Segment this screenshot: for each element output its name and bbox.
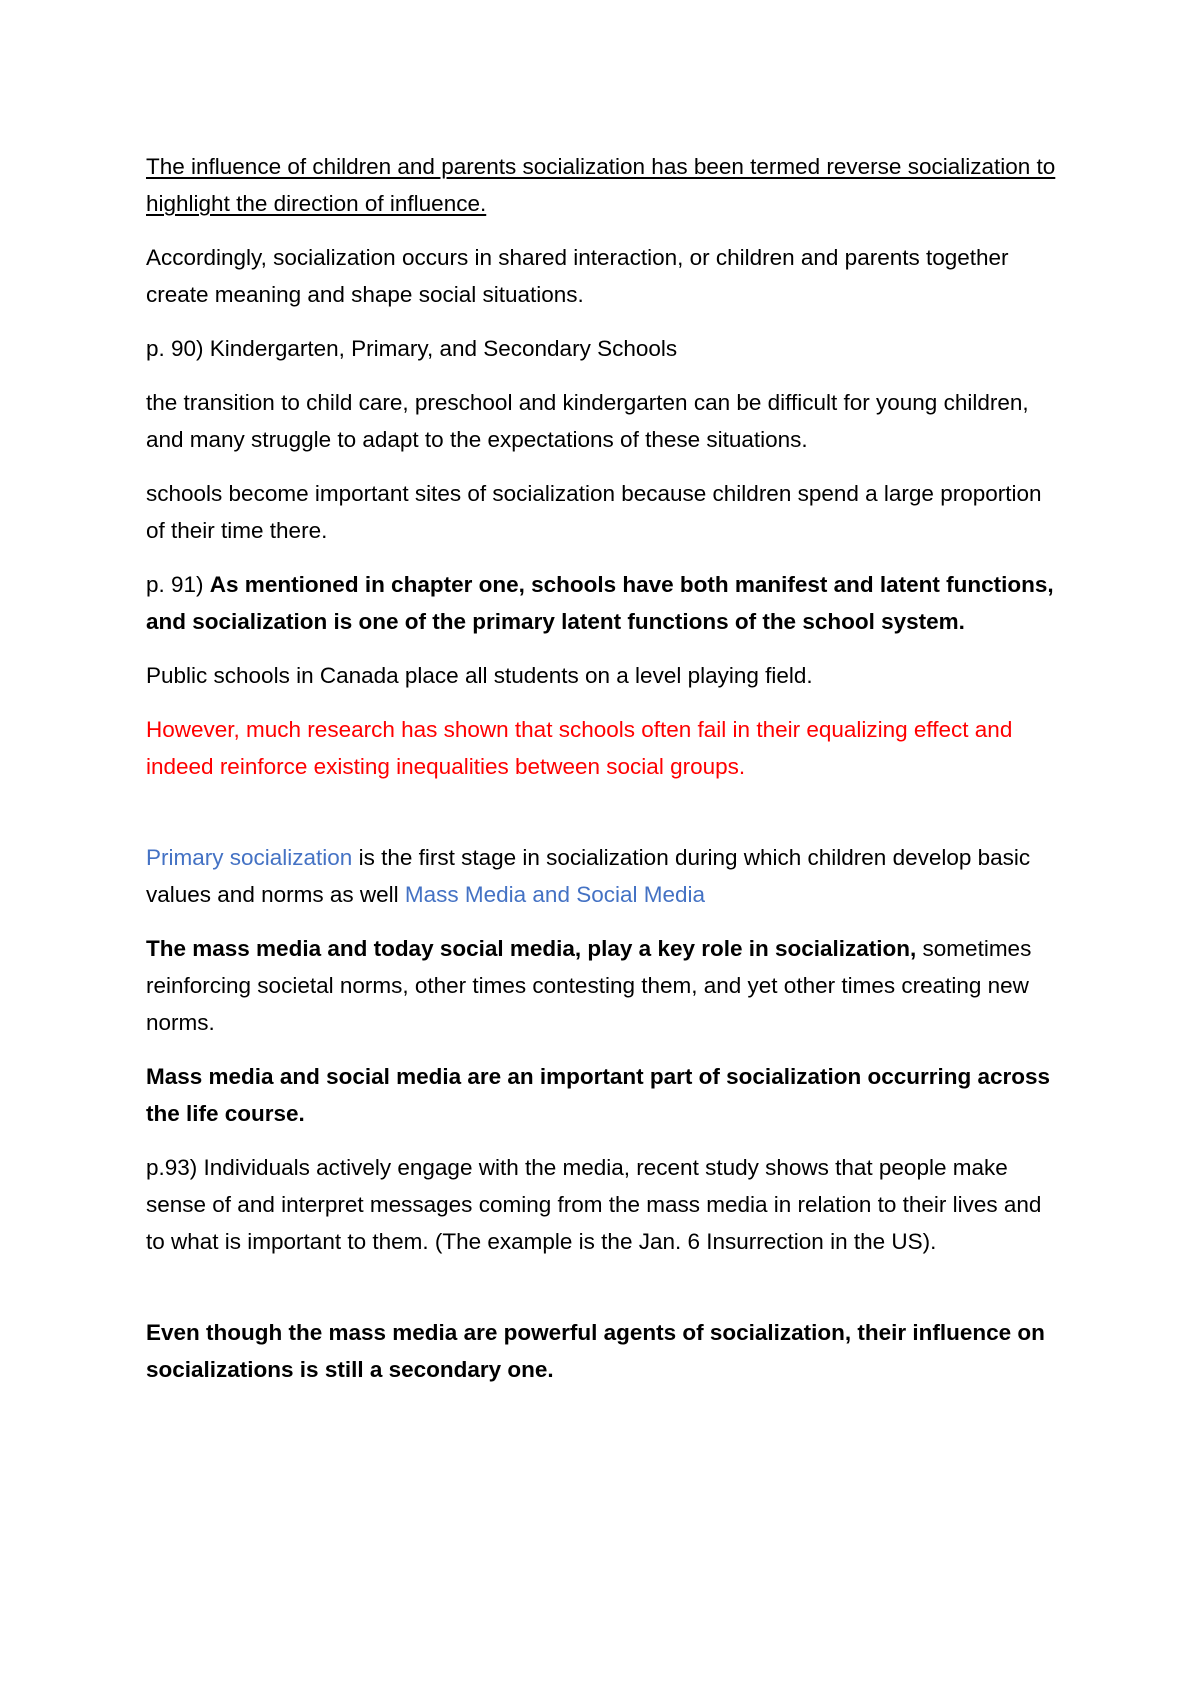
page-reference: p. 91) <box>146 572 210 597</box>
paragraph-public-schools: Public schools in Canada place all students on a level playing field. <box>146 663 813 688</box>
paragraph-latent-functions <box>146 566 1066 640</box>
media-key-role-bold: The mass media and today social media, play a key role in socialization, <box>146 936 917 961</box>
paragraph-schools-sites: schools become important sites of socialization because children spend a large proportion of their time there. <box>146 481 1042 543</box>
mass-media-link[interactable]: Mass Media and Social Media <box>404 882 706 907</box>
media-key-role-text: sometimes reinforcing societal norms, other times contesting them, and yet other times creating new norms. <box>146 936 1032 1035</box>
latent-functions-text: As mentioned in chapter one, schools have both manifest and latent functions, and socialization is one of the primary latent functions of the school system. <box>146 572 1054 634</box>
primary-socialization-text: is the first stage in socialization during which children develop basic values and norms as well <box>146 845 1031 907</box>
paragraph-reverse-socialization: The influence of children and parents socialization has been termed reverse socialization to highlight the direction of influence. <box>146 154 1056 216</box>
paragraph-media-key-role <box>146 930 1066 1041</box>
paragraph-transition: the transition to child care, preschool and kindergarten can be difficult for young children, and many struggle to adapt to the expectations of these situations. <box>146 390 1029 452</box>
paragraph-inequalities-highlight: However, much research has shown that schools often fail in their equalizing effect and indeed reinforce existing inequalities between social groups. <box>146 717 1013 779</box>
section-heading-schools: p. 90) Kindergarten, Primary, and Secondary Schools <box>146 336 678 361</box>
primary-socialization-link[interactable]: Primary socialization <box>146 845 353 870</box>
paragraph-shared-interaction: Accordingly, socialization occurs in shared interaction, or children and parents together create meaning and shape social situations. <box>146 245 1009 307</box>
paragraph-secondary-influence: Even though the mass media are powerful agents of socialization, their influence on socializations is still a secondary one. <box>146 1320 1045 1382</box>
blank-line <box>146 802 1066 839</box>
paragraph-actively-engage: p.93) Individuals actively engage with the media, recent study shows that people make sense of and interpret messages coming from the mass media in relation to their lives and to what is important to them. (The example is the Jan. 6 Insurrection in the US). <box>146 1155 1042 1254</box>
document-body <box>146 148 1066 1405</box>
blank-line <box>146 1277 1066 1314</box>
paragraph-life-course: Mass media and social media are an important part of socialization occurring across the life course. <box>146 1064 1051 1126</box>
paragraph-primary-socialization <box>146 839 1066 913</box>
